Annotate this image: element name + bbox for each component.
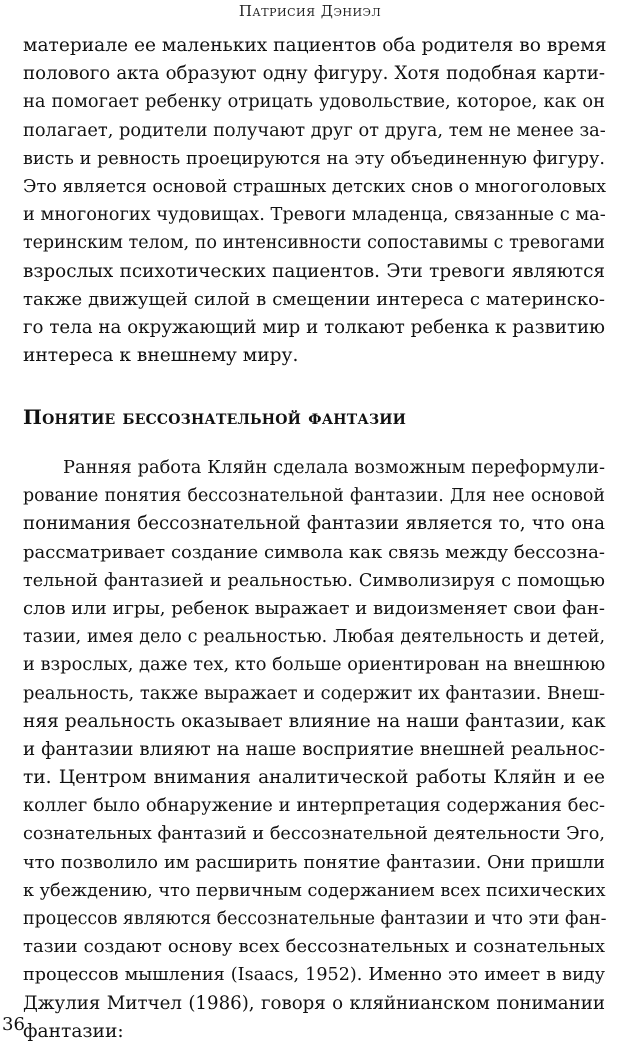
body-paragraph-1 xyxy=(23,32,605,370)
text-line: тельной фантазией и реальностью. Символизируя с помощью xyxy=(23,570,605,591)
text-line: процессов являются бессознательные фантазии и что эти фан- xyxy=(23,909,607,929)
text-line: сознательных фантазий и бессознательной деятельности Эго, xyxy=(23,824,605,845)
text-line: и фантазии влияют на наше восприятие внешней реальнос- xyxy=(23,738,605,760)
text-line: к убеждению, что первичным содержанием всех психических xyxy=(23,880,606,901)
page-number: 36 xyxy=(2,1014,25,1035)
text-line: Это является основой страшных детских снов о многоголовых xyxy=(23,176,607,197)
text-line: коллег было обнаружение и интерпретация содержания бес- xyxy=(23,795,605,817)
text-line: ти. Центром внимания аналитической работы Кляйн и ее xyxy=(23,767,605,789)
text-line: няя реальность оказывает влияние на наши фантазии, как xyxy=(23,710,606,732)
text-line: взрослых психотических пациентов. Эти тревоги являются xyxy=(23,260,605,282)
text-line: и взрослых, даже тех, кто больше ориентирован на внешнюю xyxy=(23,654,606,676)
text-line: на помогает ребенку отрицать удовольствие, которое, как он xyxy=(23,91,605,113)
text-line: интереса к внешнему миру. xyxy=(23,345,299,367)
text-line: теринским телом, по интенсивности сопоставимы с тревогами xyxy=(23,233,605,254)
text-line: Ранняя работа Кляйн сделала возможным переформули- xyxy=(63,457,605,478)
text-line: Джулия Митчел (1986), говоря о кляйнианском понимании xyxy=(23,992,605,1014)
body-paragraph-2 xyxy=(23,454,605,1046)
text-line: что позволило им расширить понятие фантазии. Они пришли xyxy=(23,852,605,873)
running-head: Патрисия Дэниэл xyxy=(238,2,382,20)
text-line: реальность, также выражает и содержит их фантазии. Внеш- xyxy=(23,682,605,704)
text-line: также движущей силой в смещении интереса с материнско- xyxy=(23,288,605,310)
text-line: слов или игры, ребенок выражает и видоизменяет свои фан- xyxy=(23,597,605,619)
text-line: фантазии: xyxy=(23,1020,124,1042)
text-line: полагает, родители получают друг от друга, тем не менее за- xyxy=(23,119,606,141)
text-line: материале ее маленьких пациентов оба родителя во время xyxy=(23,35,607,56)
text-line: и многоногих чудовищах. Тревоги младенца, связанные с ма- xyxy=(23,204,606,226)
text-line: тазии создают основу всех бессознательных и сознательных xyxy=(23,936,605,958)
text-line: полового акта образуют одну фигуру. Хотя подобная карти- xyxy=(23,63,605,85)
text-line: тазии, имея дело с реальностью. Любая деятельность и детей, xyxy=(23,627,605,648)
text-line: рование понятия бессознательной фантазии. Для нее основой xyxy=(23,486,605,507)
text-line: рассматривает создание символа как связь между бессозна- xyxy=(23,541,605,563)
text-line: го тела на окружающий мир и толкают ребенка к развитию xyxy=(23,316,605,338)
section-heading: Понятие бессознательной фантазии xyxy=(23,405,407,429)
text-line: понимания бессознательной фантазии является то, что она xyxy=(23,513,605,535)
text-line: висть и ревность проецируются на эту объединенную фигуру. xyxy=(23,148,605,169)
text-line: процессов мышления (Isaacs, 1952). Именно это имеет в виду xyxy=(23,965,605,986)
